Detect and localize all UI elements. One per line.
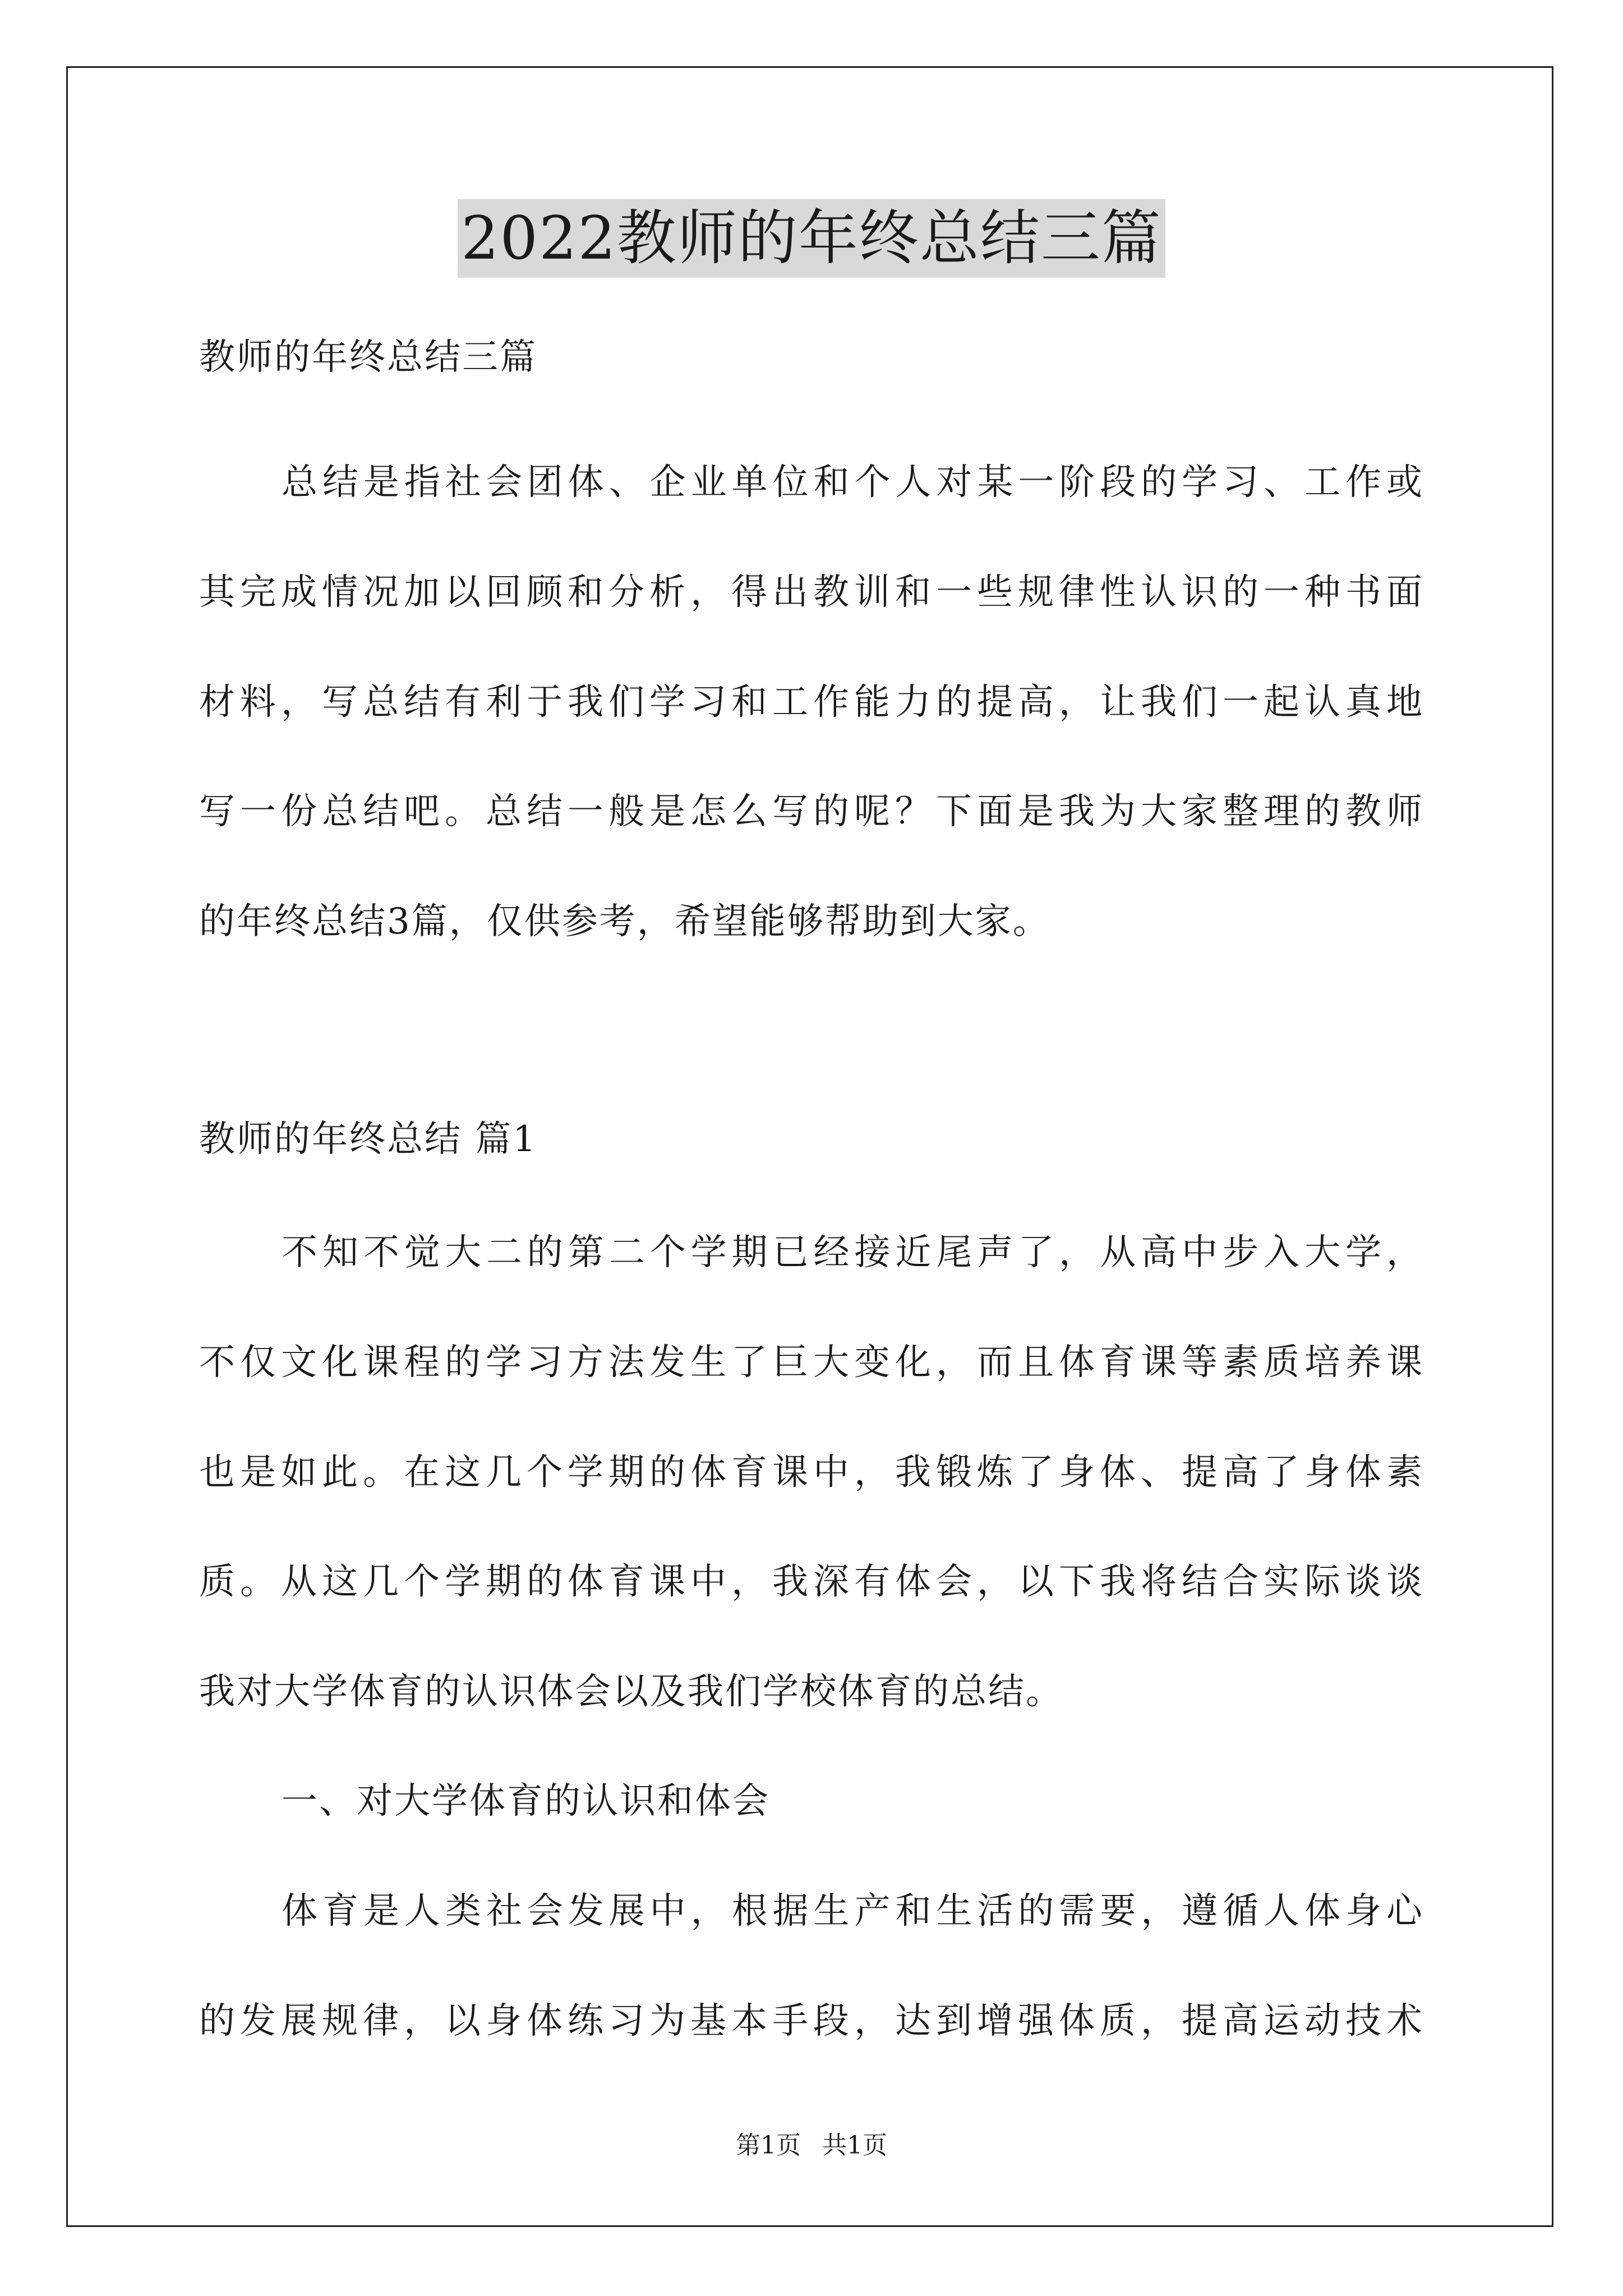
subtitle: 教师的年终总结三篇 xyxy=(199,337,537,378)
section-heading: 教师的年终总结 篇1 xyxy=(199,1119,538,1160)
body-line: 质。从这几个学期的体育课中，我深有体会，以下我将结合实际谈谈 xyxy=(199,1561,1424,1603)
subheading: 一、对大学体育的认识和体会 xyxy=(282,1780,770,1822)
intro-line: 材料，写总结有利于我们学习和工作能力的提高，让我们一起认真地 xyxy=(199,682,1424,723)
intro-line: 总结是指社会团体、企业单位和个人对某一阶段的学习、工作或 xyxy=(282,462,1424,503)
intro-line: 的年终总结3篇，仅供参考，希望能够帮助到大家。 xyxy=(199,901,1050,942)
title-container xyxy=(0,199,1623,278)
body-line: 我对大学体育的认识体会以及我们学校体育的总结。 xyxy=(199,1671,1063,1713)
body-line: 体育是人类社会发展中，根据生产和生活的需要，遵循人体身心 xyxy=(282,1890,1424,1932)
page-footer xyxy=(0,2129,1623,2162)
body-line: 不仅文化课程的学习方法发生了巨大变化，而且体育课等素质培养课 xyxy=(199,1342,1424,1383)
page-number: 第1页 xyxy=(736,2131,801,2160)
intro-line: 其完成情况加以回顾和分析，得出教训和一些规律性认识的一种书面 xyxy=(199,572,1424,613)
body-line: 的发展规律，以身体练习为基本手段，达到增强体质，提高运动技术 xyxy=(199,2000,1424,2042)
body-line: 不知不觉大二的第二个学期已经接近尾声了，从高中步入大学， xyxy=(282,1232,1424,1273)
body-line: 也是如此。在这几个学期的体育课中，我锻炼了身体、提高了身体素 xyxy=(199,1452,1424,1493)
intro-line: 写一份总结吧。总结一般是怎么写的呢？下面是我为大家整理的教师 xyxy=(199,791,1424,832)
document-title: 2022教师的年终总结三篇 xyxy=(458,199,1165,278)
page-total: 共1页 xyxy=(822,2131,887,2160)
